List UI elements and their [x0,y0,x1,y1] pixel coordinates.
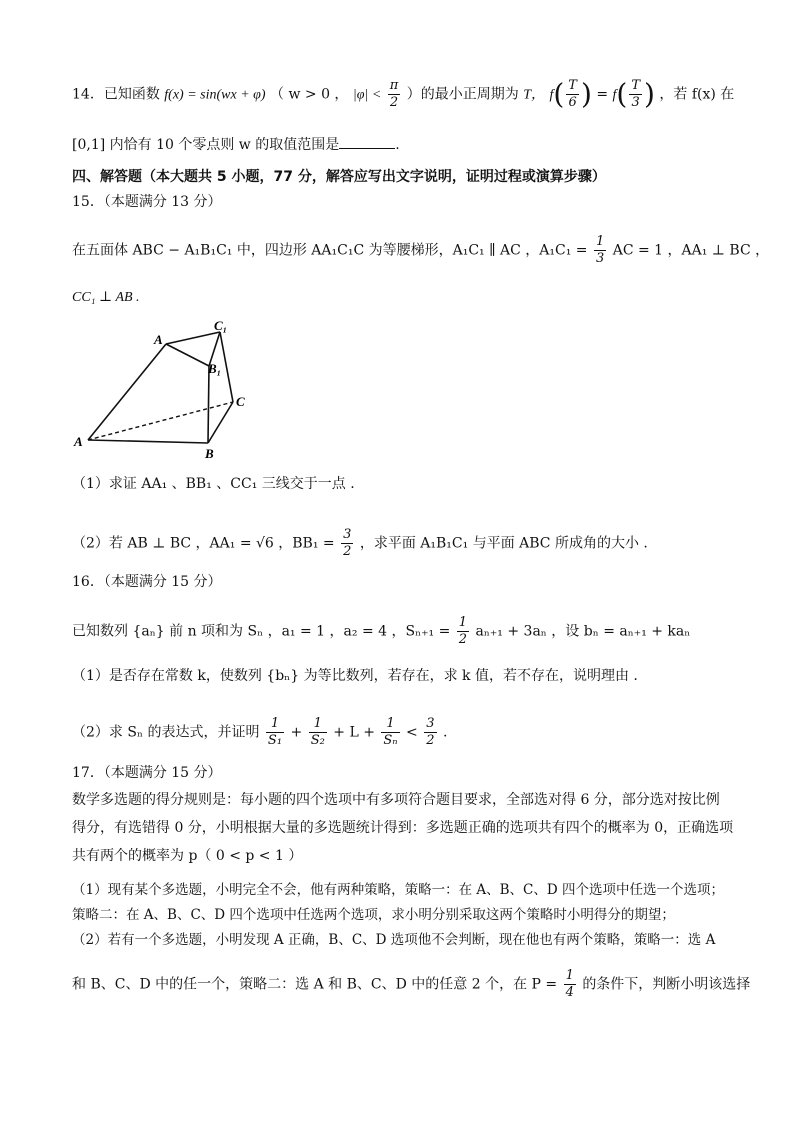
q14-condition-phi: |φ| < [352,87,382,103]
label-a1: A [154,332,163,347]
q15-part2-b: ，求平面 A₁B₁C₁ 与平面 ABC 所成角的大小 . [359,535,648,552]
q14-pi-over-2: $\frac{\pi}{2}$ [389,78,399,110]
label-b1: B₁ [208,361,222,376]
q14-line2 [72,134,400,155]
edge-a1-c1 [166,332,220,344]
q14-line1: 14．已知函数 f(x) = sin(wx + φ) （ w > 0 ， |φ| < $\frac{\pi}{2}$ ）的最小正周期为 T， f( $\frac{T}{6}$ ) = f( $\frac{T}{3}$ ) ，若 f(x) 在 [72,77,735,111]
q17-one-quarter: $\frac{1}{4}$ [565,968,574,1000]
label-b: B [205,446,214,461]
q16-frac-sn: $\frac{1}{\text{Sₙ}}$ [383,716,398,748]
q16-header: 16．（本题满分 15 分） [72,574,222,590]
q17-part2-a: 和 B、C、D 中的任一个，策略二：选 A 和 B、C、D 中的任意 2 个，在 P = [72,976,558,993]
edge-a1-a [88,344,166,440]
edge-b1-b [208,366,209,443]
edge-a1-b1 [166,344,209,366]
edge-c1-c [220,332,233,402]
q17-part1-line2: 策略二：在 A、B、C、D 四个选项中任选两个选项，求小明分别采取这两个策略时小明得分的期望； [72,907,675,923]
q14-answer-blank[interactable] [339,134,395,149]
q15-part2 [72,527,648,560]
q16-plus: + [290,724,303,741]
q17-part2-b: 的条件下，判断小明该选择 [582,976,751,993]
q14-range-text: [0,1] 内恰有 10 个零点则 w 的取值范围是 [72,137,340,153]
q15-stem-b: AC = 1 ，AA₁ ⊥ BC ， [612,242,770,259]
q14-period-text: ）的最小正周期为 [406,86,519,103]
q16-stem-a: 已知数列 {aₙ} 前 n 项和为 Sₙ ，a₁ = 1 ，a₂ = 4 ，Sₙ₊₁ = [72,623,451,640]
q14-prefix: 14．已知函数 [72,86,160,103]
q15-part1: （1）求证 AA₁ 、BB₁ 、CC₁ 三线交于一点 . [72,476,355,492]
label-c: C [236,394,245,409]
q14-function: f(x) = sin(wx + φ) [164,87,266,103]
q16-end: . [442,724,448,741]
q17-para3: 共有两个的概率为 p（ 0 < p < 1 ） [72,848,303,864]
q14-tail: ，若 f(x) 在 [659,86,735,103]
q14-T: T， [523,87,545,103]
q15-one-third: $\frac{1}{3}$ [595,234,605,266]
q15-part2-a: （2）若 AB ⊥ BC ，AA₁ = √6 ，BB₁ = [72,535,335,552]
q16-stem-b: aₙ₊₁ + 3aₙ ，设 bₙ = aₙ₊₁ + kaₙ [475,623,691,640]
q16-frac-s2: $\frac{1}{\text{S₂}}$ [310,716,325,748]
q14-T-over-6: $\frac{T}{6}$ [568,78,577,110]
q16-part1: （1）是否存在常数 k，使数列 {bₙ} 为等比数列，若存在，求 k 值，若不存在，说明理由 . [72,668,638,684]
q16-one-half: $\frac{1}{2}$ [458,615,468,647]
q14-equals: = [596,86,609,103]
q15-stem-a: 在五面体 ABC − A₁B₁C₁ 中，四边形 AA₁C₁C 为等腰梯形，A₁C₁ ∥ AC ，A₁C₁ = [72,242,588,259]
q14-condition-w: （ w > 0 ， [270,86,349,103]
q15-header: 15．（本题满分 13 分） [72,194,222,210]
q14-T-over-3: $\frac{T}{3}$ [631,78,641,110]
q15-three-halves: $\frac{3}{2}$ [343,527,352,559]
label-c1: C₁ [214,318,228,333]
q16-frac-s1: $\frac{1}{\text{S₁}}$ [267,716,283,748]
section-4-heading: 四、解答题（本大题共 5 小题，77 分，解答应写出文字说明，证明过程或演算步骤） [72,169,606,185]
q17-para1: 数学多选题的得分规则是：每小题的四个选项中有多项符合题目要求，全部选对得 6 分，部分选对按比例 [72,792,720,808]
q17-para2: 得分，有选错得 0 分，小明根据大量的多选题统计得到：多选题正确的选项共有四个的概率为 0，正确选项 [72,820,734,836]
edge-a-b [88,440,208,443]
q14-f-left: f [549,87,554,103]
q16-part2-a: （2）求 Sₙ 的表达式，并证明 [72,724,260,741]
q16-stem [72,615,690,648]
q16-less-than: < [406,724,418,741]
q17-part1-line1: （1）现有某个多选题，小明完全不会，他有两种策略，策略一：在 A、B、C、D 四个选项中任选一个选项； [72,882,724,898]
pentahedron-figure [68,318,258,463]
q15-stem-line2: CC₁ ⊥ AB . [72,290,140,305]
q15-stem-line1 [72,234,769,267]
q16-three-halves: $\frac{3}{2}$ [426,716,435,748]
edge-a-c-hidden [88,402,233,440]
q17-header: 17．（本题满分 15 分） [72,765,222,781]
q17-part2-line1: （2）若有一个多选题，小明发现 A 正确，B、C、D 选项他不会判断，现在他也有两个策略，策略一：选 A [72,932,716,948]
q17-part2-line2 [72,968,750,1001]
q14-f-right: f [612,87,617,103]
q16-ellipsis: + L + [333,724,375,741]
label-a: A [74,434,83,449]
q14-period: . [395,137,400,153]
q16-part2 [72,716,447,749]
